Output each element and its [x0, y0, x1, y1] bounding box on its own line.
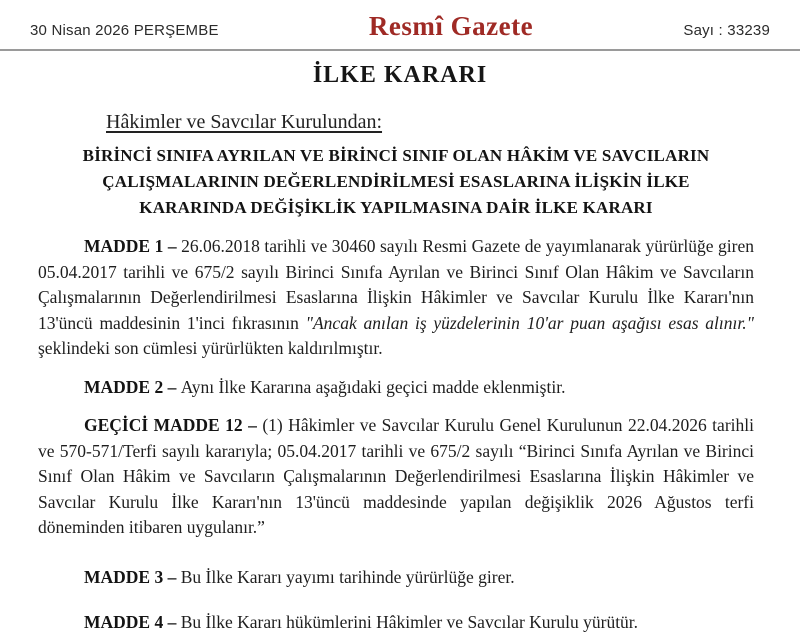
article-madde-2-label: MADDE 2 –	[84, 376, 181, 397]
decision-title-line-2: ÇALIŞMALARININ DEĞERLENDİRİLMESİ ESASLARINA İLİŞKİN İLKE	[102, 172, 690, 191]
article-gecici-madde-12-text: (1) Hâkimler ve Savcılar Kurulu Genel Kurulunun 22.04.2026 tarihli ve 570-571/Terfi sayılı kararıyla; 05.04.2017 tarihli ve 675/2 sayılı “Birinci Sınıfa Ayrılan ve Birinci Sınıf Olan Hâkim ve Savcıların Çalışmalarının Değerlendirilmesi Esaslarına İlişkin Hâkimler ve Savcılar Kurulu İlke Kararı'nın 13'üncü maddesinde yapılan değişiklik 2026 Ağustos terfi döneminden itibaren uygulanır.”	[38, 415, 754, 537]
decision-title-line-3: KARARINDA DEĞİŞİKLİK YAPILMASINA DAİR İLKE KARARI	[139, 198, 653, 217]
article-madde-4-text: Bu İlke Kararı hükümlerini Hâkimler ve Savcılar Kurulu yürütür.	[180, 612, 639, 632]
article-madde-2-text: Aynı İlke Kararına aşağıdaki geçici madde eklenmiştir.	[180, 376, 566, 397]
article-madde-3-text: Bu İlke Kararı yayımı tarihinde yürürlüğe girer.	[180, 566, 515, 587]
decision-title	[38, 143, 754, 221]
masthead-date: 30 Nisan 2026 PERŞEMBE	[30, 22, 219, 39]
decree-body	[38, 111, 754, 636]
gazette-masthead	[0, 0, 800, 46]
article-gecici-madde-12	[38, 413, 754, 541]
article-madde-4	[38, 610, 754, 636]
article-madde-1	[38, 234, 754, 362]
article-madde-1-text-end: şeklindeki son cümlesi yürürlükten kaldırılmıştır.	[38, 338, 383, 358]
gazette-title: Resmî Gazete	[368, 11, 534, 41]
article-madde-1-quoted-clause: "Ancak anılan iş yüzdelerinin 10'ar puan aşağısı esas alınır."	[305, 312, 754, 333]
page-title: İLKE KARARI	[312, 62, 488, 88]
article-madde-3-label: MADDE 3 –	[84, 566, 181, 587]
article-madde-1-text: 26.06.2018 tarihli ve 30460 sayılı Resmi Gazete de yayımlanarak yürürlüğe giren 05.04.2017 tarihli ve 675/2 sayılı Birinci Sınıfa Ayrılan ve Birinci Sınıf Olan Hâkim ve Savcıların Çalışmalarının Değerlendirilmesi Esaslarına İlişkin Hâkimler ve Savcılar Kurulu İlke Kararı'nın 13'üncü maddesinin 1'inci fıkrasının	[38, 236, 754, 333]
article-madde-3	[38, 565, 754, 591]
issuing-authority: Hâkimler ve Savcılar Kurulundan:	[106, 111, 383, 133]
article-madde-4-label: MADDE 4 –	[84, 612, 181, 632]
article-madde-1-label: MADDE 1 –	[84, 236, 182, 256]
masthead-divider	[0, 49, 800, 51]
decision-title-line-1: BİRİNCİ SINIFA AYRILAN VE BİRİNCİ SINIF OLAN HÂKİM VE SAVCILARIN	[82, 146, 710, 165]
article-madde-2	[38, 375, 754, 401]
article-gecici-madde-12-label: GEÇİCİ MADDE 12 –	[84, 415, 263, 435]
articles	[38, 234, 754, 636]
issue-number: Sayı : 33239	[683, 22, 770, 39]
